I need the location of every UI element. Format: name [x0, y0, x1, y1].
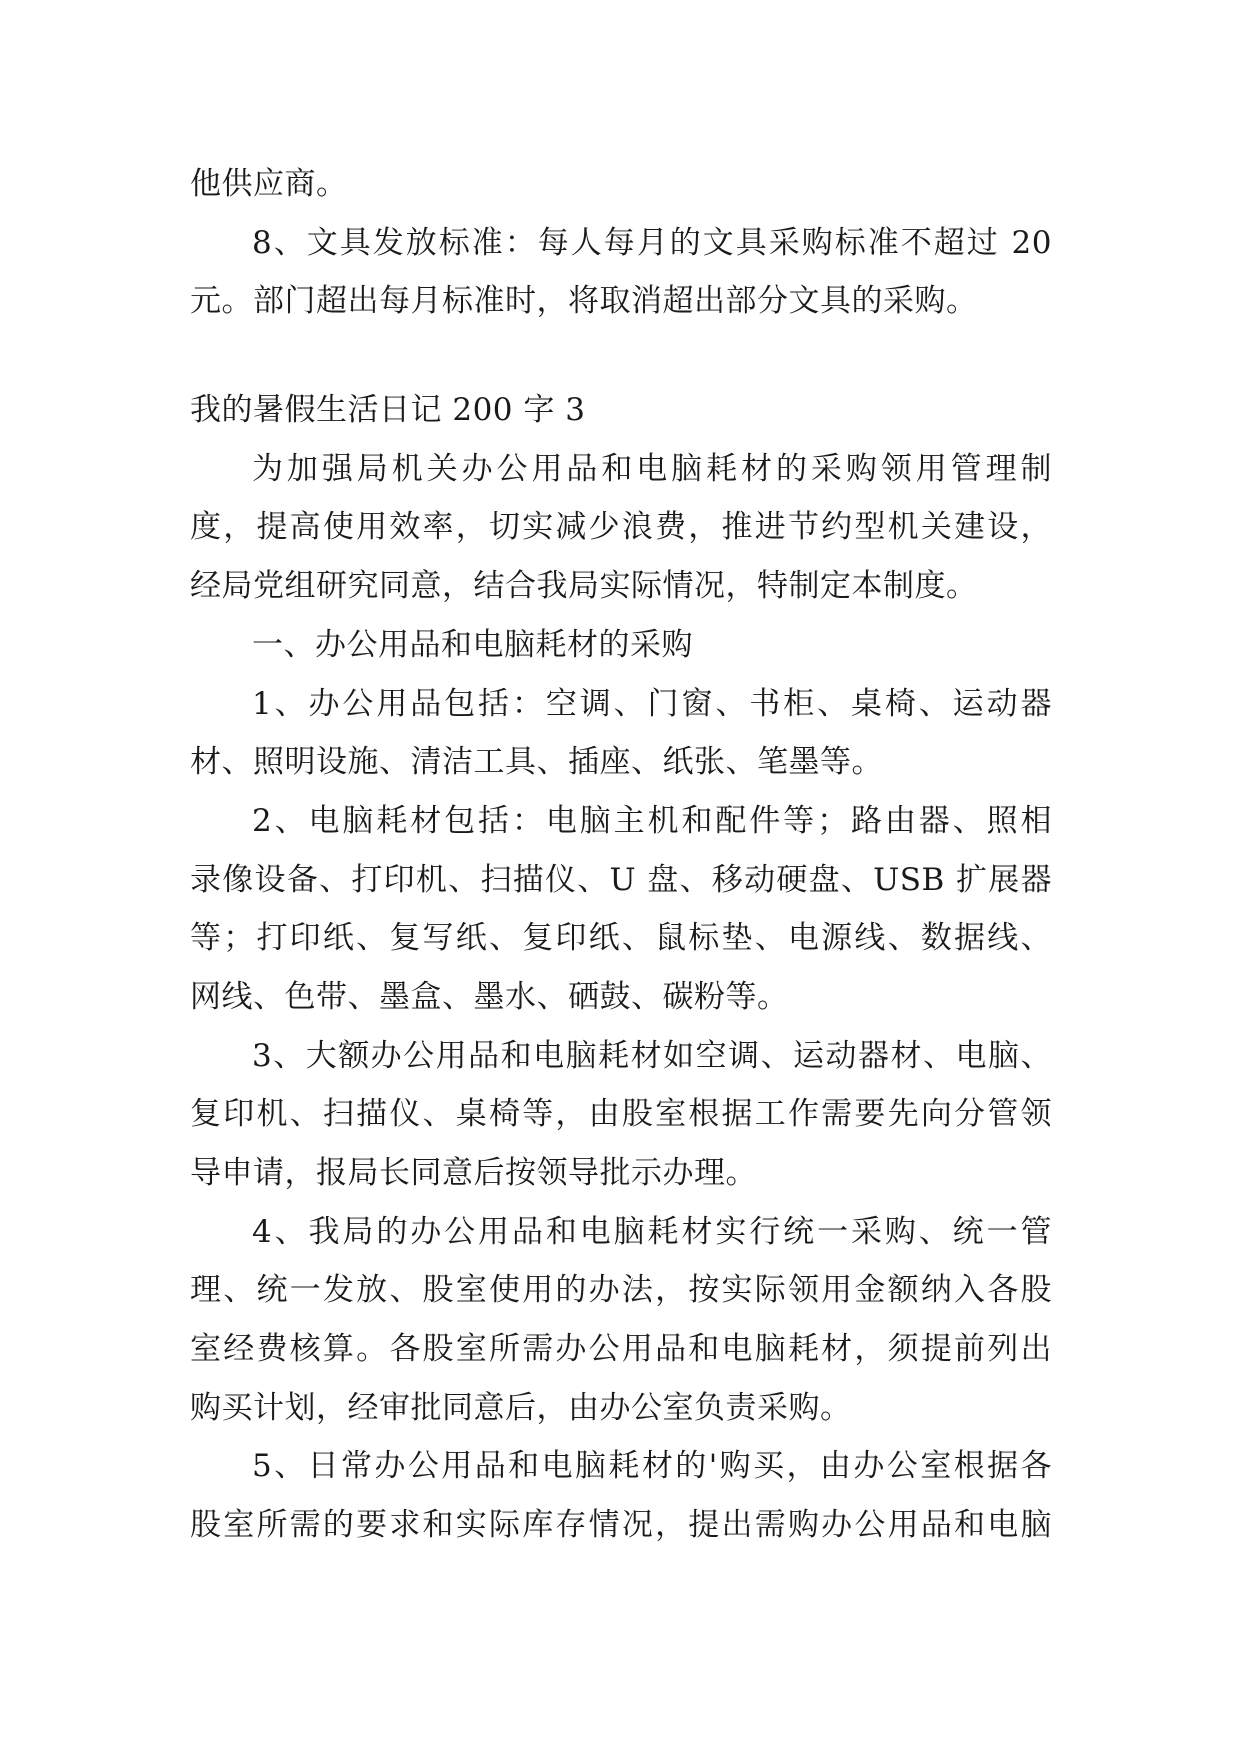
text-line: 元。部门超出每月标准时，将取消超出部分文具的采购。 [190, 283, 978, 320]
document-page [190, 155, 1052, 1555]
paragraph-item-3 [190, 1027, 1052, 1203]
text-line: 录像设备、打印机、扫描仪、U 盘、移动硬盘、USB 扩展器 [190, 861, 1052, 898]
text-line: 材、照明设施、清洁工具、插座、纸张、笔墨等。 [190, 744, 883, 781]
text-line: 度，提高使用效率，切实减少浪费，推进节约型机关建设， [190, 509, 1052, 546]
text-line: 3、大额办公用品和电脑耗材如空调、运动器材、电脑、 [252, 1037, 1052, 1074]
paragraph-spacer [190, 331, 1052, 381]
text-line: 1、办公用品包括：空调、门窗、书柜、桌椅、运动器 [252, 685, 1052, 722]
text-line: 5、日常办公用品和电脑耗材的'购买，由办公室根据各 [252, 1448, 1052, 1485]
paragraph-preamble [190, 440, 1052, 616]
text-line: 他供应商。 [190, 166, 348, 202]
text-line: 等；打印纸、复写纸、复印纸、鼠标垫、电源线、数据线、 [190, 920, 1052, 957]
paragraph-item-5 [190, 1437, 1052, 1554]
text-line: 为加强局机关办公用品和电脑耗材的采购领用管理制 [252, 450, 1052, 487]
title-text: 我的暑假生活日记 200 字 3 [190, 392, 586, 429]
text-line: 股室所需的要求和实际库存情况，提出需购办公用品和电脑 [190, 1507, 1052, 1544]
section-heading [190, 616, 1052, 675]
paragraph-item-2 [190, 792, 1052, 1027]
text-line: 8、文具发放标准：每人每月的文具采购标准不超过 20 [252, 224, 1052, 261]
text-line: 导申请，报局长同意后按领导批示办理。 [190, 1155, 757, 1191]
paragraph-item-1 [190, 675, 1052, 792]
text-line: 经局党组研究同意，结合我局实际情况，特制定本制度。 [190, 568, 978, 605]
paragraph-intro-1 [190, 155, 1052, 214]
text-line: 网线、色带、墨盒、墨水、硒鼓、碳粉等。 [190, 978, 789, 1015]
paragraph-item-4 [190, 1203, 1052, 1438]
paragraph-intro-2 [190, 214, 1052, 331]
text-line: 2、电脑耗材包括：电脑主机和配件等；路由器、照相 [252, 802, 1052, 839]
text-line: 室经费核算。各股室所需办公用品和电脑耗材，须提前列出 [190, 1331, 1052, 1368]
text-line: 理、统一发放、股室使用的办法，按实际领用金额纳入各股 [190, 1272, 1052, 1309]
text-line: 购买计划，经审批同意后，由办公室负责采购。 [190, 1389, 852, 1426]
document-title [190, 381, 1052, 440]
text-line: 4、我局的办公用品和电脑耗材实行统一采购、统一管 [252, 1213, 1052, 1250]
text-line: 一、办公用品和电脑耗材的采购 [252, 626, 693, 663]
text-line: 复印机、扫描仪、桌椅等，由股室根据工作需要先向分管领 [190, 1096, 1052, 1133]
